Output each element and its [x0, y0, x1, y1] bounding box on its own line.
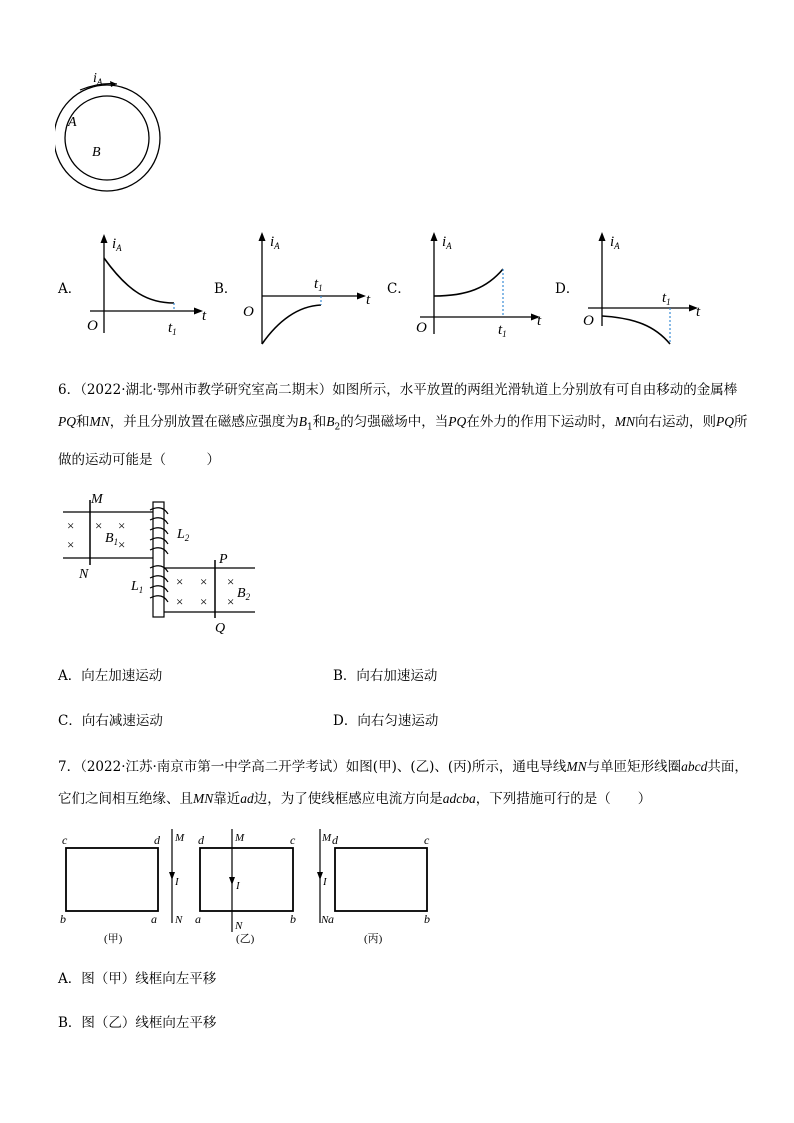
svg-text:t1: $t_1$ [662, 290, 671, 307]
q5-graph-b[interactable] [238, 226, 378, 348]
q5-curve-c [434, 269, 503, 296]
q6-option-b[interactable]: B．向右加速运动 [333, 668, 438, 684]
q6-option-d[interactable]: D．向右匀速运动 [333, 713, 439, 729]
svg-text:L2: $L_2$ [177, 527, 190, 543]
svg-text:iA: $i_A$ [112, 236, 122, 253]
coil-jia [66, 848, 158, 911]
outer-ring [55, 85, 160, 191]
svg-text:×: × [176, 594, 184, 609]
svg-text:×: × [227, 594, 235, 609]
svg-text:×: × [200, 574, 208, 589]
svg-text:t1: $t_1$ [314, 276, 323, 293]
svg-text:t1: $t_1$ [168, 320, 177, 337]
svg-text:×: × [118, 518, 126, 533]
q6-option-a[interactable]: A．向左加速运动 [58, 668, 163, 684]
svg-text:t: t [366, 292, 371, 308]
svg-text:P: P [219, 552, 228, 567]
svg-text:(乙): (乙) [236, 933, 255, 945]
svg-text:b: b [424, 912, 430, 926]
q7-stem: 7．（2022·江苏·南京市第一中学高二开学考试）如图(甲)、(乙)、(丙)所示，通电导线MN与单匝矩形线圈abcd共面，它们之间相互绝缘、且MN靠近ad边，为了使线框感应电流方向是adcba，下列措施可行的是（ ） [58, 759, 748, 807]
svg-text:N: N [235, 920, 243, 932]
ring-a-label: A [68, 115, 77, 130]
svg-text:c: c [424, 833, 430, 847]
coil-yi [200, 848, 293, 911]
svg-text:O: O [243, 304, 254, 320]
svg-text:N: N [79, 567, 89, 582]
svg-text:I: I [175, 876, 179, 888]
svg-text:c: c [62, 833, 68, 847]
svg-text:a: a [151, 912, 157, 926]
q5-curve-b [262, 305, 321, 344]
svg-text:d: d [198, 833, 204, 847]
svg-text:iA: $i_A$ [270, 234, 280, 251]
q7-figure-yi [192, 825, 312, 950]
ring-figure [55, 62, 175, 197]
svg-text:×: × [67, 537, 75, 552]
svg-text:M: M [322, 832, 332, 844]
svg-text:N: N [175, 914, 183, 926]
svg-text:t: t [537, 313, 542, 329]
q5-option-d-letter[interactable]: D． [555, 281, 580, 297]
svg-text:B2: $B_2$ [237, 586, 251, 602]
q5-curve-a [104, 258, 174, 303]
q5-graph-a[interactable] [84, 228, 214, 340]
svg-text:t: t [202, 308, 207, 324]
q7-option-a[interactable]: A．图（甲）线框向左平移 [58, 971, 217, 987]
q7-option-b[interactable]: B．图（乙）线框向左平移 [58, 1015, 217, 1031]
svg-text:O: O [87, 318, 98, 334]
svg-text:a: a [195, 912, 201, 926]
q6-option-c[interactable]: C．向右减速运动 [58, 713, 163, 729]
svg-text:M: M [235, 832, 245, 844]
coil-bing [335, 848, 427, 911]
svg-text:(甲): (甲) [104, 933, 123, 945]
svg-text:(丙): (丙) [364, 933, 383, 945]
q5-graph-c[interactable] [412, 226, 552, 338]
svg-text:×: × [95, 518, 103, 533]
svg-text:I: I [236, 880, 240, 892]
q6-stem: 6．（2022·湖北·鄂州市教学研究室高二期末）如图所示，水平放置的两组光滑轨道上分别放有可自由移动的金属棒PQ和MN，并且分别放置在磁感应强度为$B_1$和$B_2$的匀强磁场中，当PQ在外力的作用下运动时，MN向右运动，则PQ所做的运动可能是（ ） [58, 382, 748, 468]
svg-text:iA: $i_A$ [610, 234, 620, 251]
svg-text:×: × [118, 537, 126, 552]
svg-text:a: a [328, 912, 334, 926]
svg-text:×: × [176, 574, 184, 589]
q7-figure-bing [312, 825, 437, 950]
svg-text:d: d [154, 833, 160, 847]
svg-text:N: N [321, 914, 329, 926]
svg-text:Q: Q [215, 621, 226, 636]
svg-text:×: × [227, 574, 235, 589]
svg-text:O: O [416, 320, 427, 336]
svg-text:I: I [323, 876, 327, 888]
svg-text:c: c [290, 833, 296, 847]
svg-text:iA: $i_A$ [442, 234, 452, 251]
q5-option-a-letter[interactable]: A． [58, 281, 82, 297]
q5-curve-d [602, 316, 670, 344]
svg-text:L1: $L_1$ [131, 579, 144, 595]
q5-graph-d[interactable] [580, 226, 715, 351]
svg-text:t: t [696, 304, 701, 320]
svg-text:×: × [200, 594, 208, 609]
svg-text:b: b [290, 912, 296, 926]
ring-b-label: B [92, 145, 101, 160]
svg-text:M: M [91, 492, 103, 507]
current-label: $i_A$ [93, 71, 103, 87]
svg-text:O: O [583, 313, 594, 329]
inner-ring [65, 96, 149, 180]
svg-text:×: × [67, 518, 75, 533]
q7-figure-jia [56, 825, 191, 950]
svg-text:t1: $t_1$ [498, 322, 507, 338]
svg-text:B1: $B_1$ [105, 531, 119, 547]
svg-text:d: d [332, 833, 338, 847]
q5-option-b-letter[interactable]: B． [214, 281, 238, 297]
q6-rail-figure [55, 490, 265, 640]
q5-option-c-letter[interactable]: C． [387, 281, 411, 297]
svg-text:M: M [175, 832, 185, 844]
svg-text:b: b [60, 912, 66, 926]
